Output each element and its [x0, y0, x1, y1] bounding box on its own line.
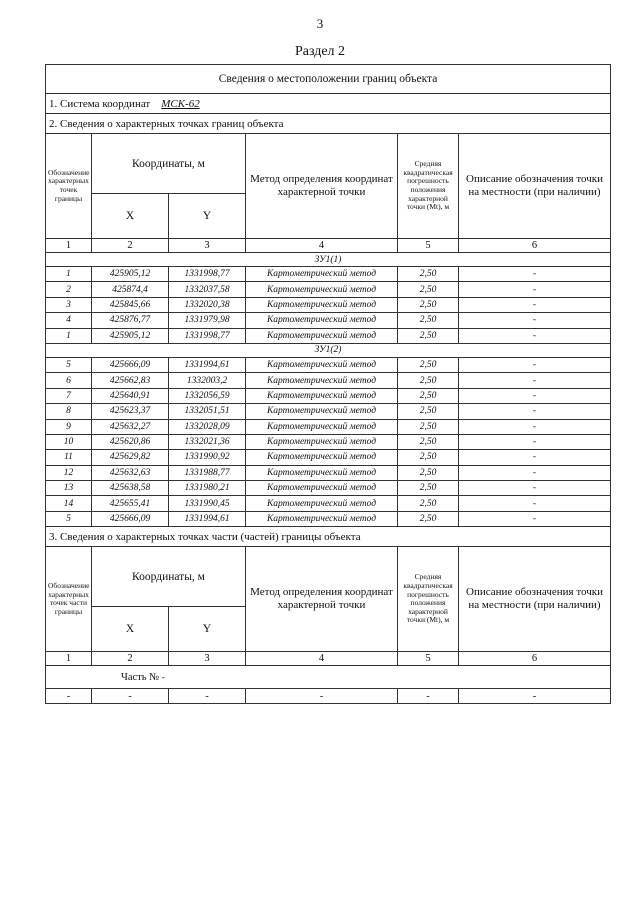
table-row — [46, 496, 611, 511]
table-row — [46, 267, 611, 282]
table-cell: 1332003,2 — [169, 373, 246, 388]
table-row — [46, 404, 611, 419]
table-cell: - — [459, 328, 611, 343]
table-cell: 13 — [46, 481, 92, 496]
table-cell: Картометрический метод — [246, 388, 398, 403]
table-cell: Картометрический метод — [246, 450, 398, 465]
table-cell: - — [459, 313, 611, 328]
table-cell: 2,50 — [398, 404, 459, 419]
table-cell: 2,50 — [398, 419, 459, 434]
col-number: 2 — [92, 239, 169, 253]
table-cell: 425905,12 — [92, 267, 169, 282]
table-row — [46, 434, 611, 449]
section-title: Раздел 2 — [294, 44, 346, 59]
table-cell: 2,50 — [398, 388, 459, 403]
table-cell: - — [169, 689, 246, 704]
header-accuracy: Средняя квадратическая погрешность положения характерной точки (Mt), м — [398, 134, 459, 239]
table-row — [46, 328, 611, 343]
col-number: 2 — [92, 652, 169, 666]
table-cell: 9 — [46, 419, 92, 434]
table-row — [46, 419, 611, 434]
table-cell: - — [459, 282, 611, 297]
table-cell: 2,50 — [398, 313, 459, 328]
header-description: Описание обозначения точки на местности (при наличии) — [459, 547, 611, 652]
table-cell: - — [459, 689, 611, 704]
table-cell: - — [459, 511, 611, 526]
col-number: 4 — [246, 652, 398, 666]
column-numbers-row — [46, 652, 611, 666]
table-row — [46, 313, 611, 328]
col-number: 5 — [398, 652, 459, 666]
table-cell: 425655,41 — [92, 496, 169, 511]
table-cell: - — [92, 689, 169, 704]
col-number: 6 — [459, 239, 611, 253]
table-cell: 425632,63 — [92, 465, 169, 480]
header-accuracy: Средняя квадратическая погрешность положения характерной точки (Mt), м — [398, 547, 459, 652]
table-row — [46, 297, 611, 312]
header-point-designation: Обозначение характерных точек границы — [46, 134, 92, 239]
table-cell: Картометрический метод — [246, 511, 398, 526]
table-cell: 1331998,77 — [169, 328, 246, 343]
table-cell: 1332028,09 — [169, 419, 246, 434]
table-cell: 1331990,92 — [169, 450, 246, 465]
table-cell: 8 — [46, 404, 92, 419]
table-cell: 14 — [46, 496, 92, 511]
table-cell: 425666,09 — [92, 357, 169, 372]
table-cell: 425905,12 — [92, 328, 169, 343]
group-header-row — [46, 343, 611, 357]
col-number: 1 — [46, 652, 92, 666]
table-cell: 5 — [46, 511, 92, 526]
table-cell: - — [459, 357, 611, 372]
table-cell: - — [459, 465, 611, 480]
table-cell: 1332021,36 — [169, 434, 246, 449]
table-row — [46, 450, 611, 465]
table-cell: 425638,58 — [92, 481, 169, 496]
table-cell: - — [459, 419, 611, 434]
table-cell: Картометрический метод — [246, 328, 398, 343]
header-x: X — [92, 194, 169, 239]
table-cell: 1331979,98 — [169, 313, 246, 328]
table-cell: - — [459, 450, 611, 465]
table-cell: Картометрический метод — [246, 419, 398, 434]
table-cell: 6 — [46, 373, 92, 388]
table-cell: 425876,77 — [92, 313, 169, 328]
part-empty-row — [46, 689, 611, 704]
part-label-cell — [46, 666, 611, 689]
table-cell: Картометрический метод — [246, 297, 398, 312]
group-name: ЗУ1(1) — [46, 253, 611, 267]
table-cell: 1331988,77 — [169, 465, 246, 480]
table-cell: - — [459, 434, 611, 449]
table-cell: - — [459, 481, 611, 496]
table-row — [46, 481, 611, 496]
table-cell: 425874,4 — [92, 282, 169, 297]
table-cell: 2,50 — [398, 511, 459, 526]
part-label: Часть № — [121, 671, 160, 683]
table-row — [46, 511, 611, 526]
table-cell: Картометрический метод — [246, 404, 398, 419]
col-number: 4 — [246, 239, 398, 253]
table-cell: 425845,66 — [92, 297, 169, 312]
table-cell: 425629,82 — [92, 450, 169, 465]
table-cell: - — [459, 388, 611, 403]
table-cell: 1331994,61 — [169, 511, 246, 526]
table-cell: 1331990,45 — [169, 496, 246, 511]
table-cell: 11 — [46, 450, 92, 465]
col-number: 3 — [169, 652, 246, 666]
table-cell: Картометрический метод — [246, 282, 398, 297]
table-cell: 2,50 — [398, 373, 459, 388]
col-number: 5 — [398, 239, 459, 253]
table-cell: - — [46, 689, 92, 704]
table-cell: 4 — [46, 313, 92, 328]
table-cell: - — [246, 689, 398, 704]
table-cell: 2,50 — [398, 267, 459, 282]
table-cell: 1332020,38 — [169, 297, 246, 312]
table-cell: - — [459, 496, 611, 511]
table-cell: Картометрический метод — [246, 481, 398, 496]
table-cell: Картометрический метод — [246, 465, 398, 480]
boundary-table — [45, 64, 611, 704]
table-cell: - — [459, 373, 611, 388]
coord-system-value: МСК-62 — [161, 97, 200, 110]
col-number: 3 — [169, 239, 246, 253]
table-cell: 2,50 — [398, 450, 459, 465]
table-cell: 2,50 — [398, 282, 459, 297]
table-cell: 1332051,51 — [169, 404, 246, 419]
column-numbers-row — [46, 239, 611, 253]
header-method: Метод определения координат характерной точки — [246, 547, 398, 652]
table-cell: 2,50 — [398, 357, 459, 372]
table-cell: 1331998,77 — [169, 267, 246, 282]
table-cell: 1331994,61 — [169, 357, 246, 372]
table-cell: 2,50 — [398, 496, 459, 511]
table-cell: 425640,91 — [92, 388, 169, 403]
table-cell: 1332037,58 — [169, 282, 246, 297]
table-title: Сведения о местоположении границ объекта — [46, 65, 611, 94]
table-row — [46, 465, 611, 480]
table-cell: 2,50 — [398, 465, 459, 480]
table-cell: Картометрический метод — [246, 357, 398, 372]
table-cell: 12 — [46, 465, 92, 480]
table-cell: - — [398, 689, 459, 704]
col-number: 1 — [46, 239, 92, 253]
coord-system-row — [46, 94, 611, 114]
table-cell: Картометрический метод — [246, 313, 398, 328]
table-cell: 2,50 — [398, 481, 459, 496]
table-cell: Картометрический метод — [246, 496, 398, 511]
section3-title: 3. Сведения о характерных точках части (частей) границы объекта — [46, 527, 611, 547]
header-y: Y — [169, 194, 246, 239]
header-part-point-designation: Обозначение характерных точек части границы — [46, 547, 92, 652]
group-name: ЗУ1(2) — [46, 343, 611, 357]
header-x: X — [92, 607, 169, 652]
header-y: Y — [169, 607, 246, 652]
table-cell: Картометрический метод — [246, 373, 398, 388]
table-cell: Картометрический метод — [246, 434, 398, 449]
table-cell: 7 — [46, 388, 92, 403]
table-cell: 425632,27 — [92, 419, 169, 434]
coord-system-label: 1. Система координат — [49, 97, 151, 110]
header-coordinates: Координаты, м — [92, 134, 246, 194]
header-description: Описание обозначения точки на местности (при наличии) — [459, 134, 611, 239]
table-cell: 3 — [46, 297, 92, 312]
table-cell: 1 — [46, 328, 92, 343]
table-cell: 2,50 — [398, 297, 459, 312]
table-cell: 2,50 — [398, 434, 459, 449]
table-cell: 1331980,21 — [169, 481, 246, 496]
table-cell: 425620,86 — [92, 434, 169, 449]
table-cell: 10 — [46, 434, 92, 449]
part-row — [46, 666, 611, 689]
table-cell: 425623,37 — [92, 404, 169, 419]
table-cell: 5 — [46, 357, 92, 372]
table-row — [46, 373, 611, 388]
col-number: 6 — [459, 652, 611, 666]
table-cell: 2 — [46, 282, 92, 297]
table-cell: 425666,09 — [92, 511, 169, 526]
table-cell: 1332056,59 — [169, 388, 246, 403]
table-cell: 1 — [46, 267, 92, 282]
group-header-row — [46, 253, 611, 267]
table-cell: Картометрический метод — [246, 267, 398, 282]
table-row — [46, 282, 611, 297]
section2-title: 2. Сведения о характерных точках границ объекта — [46, 114, 611, 134]
table-cell: 2,50 — [398, 328, 459, 343]
table-row — [46, 357, 611, 372]
table-row — [46, 388, 611, 403]
header-coordinates: Координаты, м — [92, 547, 246, 607]
table-cell: 425662,83 — [92, 373, 169, 388]
table-cell: - — [459, 404, 611, 419]
part-value: - — [161, 671, 165, 682]
table-cell: - — [459, 297, 611, 312]
table-cell: - — [459, 267, 611, 282]
page-number: 3 — [316, 16, 324, 31]
header-method: Метод определения координат характерной точки — [246, 134, 398, 239]
